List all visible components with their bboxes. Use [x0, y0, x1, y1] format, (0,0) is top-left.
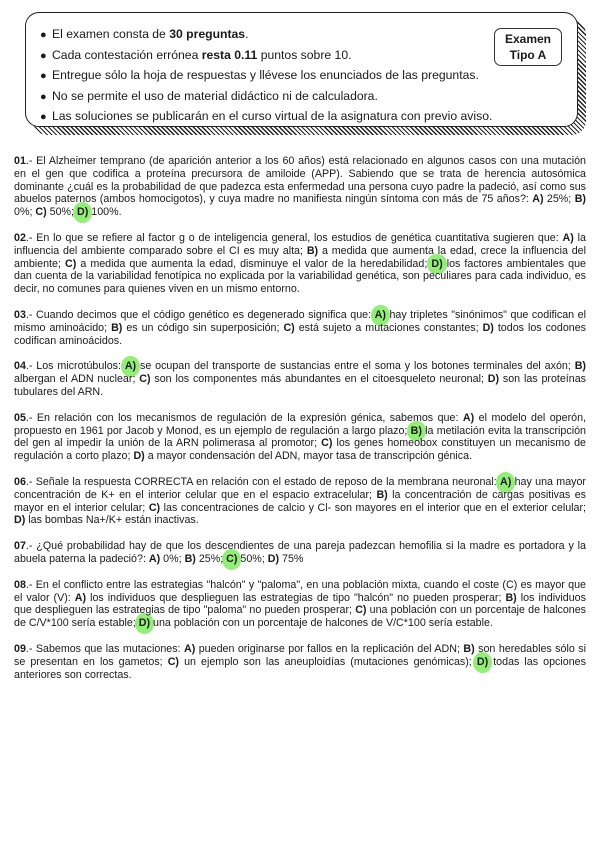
highlighted-option-label: D): [77, 206, 89, 219]
question-stem: .- Sabemos que las mutaciones:: [25, 642, 181, 655]
question-number: 05: [14, 411, 26, 424]
question-number: 09: [14, 642, 26, 655]
option-text: los individuos que desplieguen las estrategias de tipo "paloma" no pueden prosperar;: [14, 591, 586, 617]
instruction-item: ● Las soluciones se publicarán en el curso virtual de la asignatura con previo aviso.: [40, 107, 577, 128]
question-stem: .- En relación con los mecanismos de regulación de la expresión génica, sabemos que:: [25, 411, 459, 424]
option-label: D): [487, 373, 500, 386]
question-stem: .- ¿Qué probabilidad hay de que los descendientes de una pareja padezcan hemofilia si la madre es portadora y la abuela paterna la padeció?:: [14, 540, 586, 565]
option-text: una población con un porcentaje de halcones de C/V*100 sería estable;: [14, 604, 586, 630]
question-number: 07: [14, 540, 26, 553]
highlighted-option-label: B): [410, 424, 422, 437]
option-label: D): [133, 450, 145, 463]
highlighted-option-label: D): [431, 257, 443, 270]
option-label: C): [65, 257, 77, 270]
option-label: B): [184, 552, 196, 565]
option-text: pueden originarse por fallos en la replicación del ADN;: [195, 642, 460, 655]
option-text: son heredables sólo si se presentan en los gametos;: [14, 642, 586, 668]
option-label: A): [462, 411, 475, 424]
question-item: [14, 232, 586, 296]
option-text: a mayor condensación del ADN, mayor tasa de transcripción génica.: [144, 450, 473, 463]
option-label: C): [283, 321, 295, 334]
option-text: son las proteínas tubulares del ARN.: [14, 373, 586, 398]
question-number: 08: [14, 578, 26, 591]
option-text: se ocupan del transporte de sustancias entre el soma y los botones terminales del axón;: [136, 360, 571, 373]
option-label: B): [574, 360, 586, 373]
option-label: D): [267, 552, 280, 565]
option-label: A): [562, 231, 574, 244]
instruction-item: ● El examen consta de 30 preguntas.: [40, 25, 577, 46]
option-text: 0%;: [14, 206, 33, 219]
question-item: [14, 643, 586, 681]
option-label: C): [355, 604, 367, 617]
option-text: los individuos que desplieguen las estrategias de tipo "halcón" no pueden prosperar;: [86, 591, 502, 604]
option-text: las concentraciones de calcio y Cl- son mayores en el interior que en el exterior celular;: [160, 501, 586, 514]
question-item: [14, 155, 586, 219]
questions-list: [14, 155, 586, 694]
highlighted-option-label: A): [374, 308, 386, 321]
option-label: C): [35, 206, 47, 219]
highlighted-option-label: D): [138, 617, 151, 630]
option-label: B): [376, 488, 388, 501]
option-text: las bombas Na+/K+ están inactivas.: [25, 514, 199, 527]
question-item: [14, 540, 586, 566]
option-text: todas las opciones anteriores son correctas.: [14, 655, 586, 681]
option-label: B): [505, 591, 517, 604]
instruction-item: ● Entregue sólo la hoja de respuestas y llévese los enunciados de las preguntas.: [40, 66, 577, 87]
exam-type-badge: [494, 28, 562, 66]
highlighted-option-label: D): [476, 655, 489, 668]
option-text: 0%;: [160, 552, 182, 565]
option-text: los genes homeobox constituyen un mecanismo de regulación a corto plazo;: [14, 437, 586, 463]
question-number: 04: [14, 360, 26, 373]
option-label: A): [74, 591, 87, 604]
bullet-icon: ●: [40, 70, 47, 82]
question-item: [14, 412, 586, 463]
option-label: B): [306, 244, 319, 257]
bullet-icon: ●: [40, 49, 47, 62]
option-text: la influencia del ambiente comparado sobre el CI es muy alta;: [14, 231, 586, 257]
question-item: [14, 309, 586, 347]
instruction-item: ● No se permite el uso de material didáctico ni de calculadora.: [40, 87, 577, 108]
question-stem: .- En lo que se refiere al factor g o de inteligencia general, los estudios de genética cuantitativa sugieren que:: [25, 231, 559, 244]
question-stem: .- Cuando decimos que el código genético es degenerado significa que:: [25, 308, 372, 321]
option-label: A): [184, 642, 196, 655]
highlighted-option-label: A): [500, 475, 512, 488]
option-text: 25%;: [543, 193, 572, 206]
question-stem: .- Los microtúbulos:: [25, 360, 121, 373]
option-text: a medida que aumenta la edad, disminuye el valor de la heredabilidad;: [76, 257, 428, 270]
bullet-icon: ●: [40, 29, 47, 41]
option-text: un ejemplo son las aneuploidías (mutaciones genómicas);: [179, 655, 472, 668]
option-text: a medida que aumenta la edad, crece la influencia del ambiente;: [14, 244, 586, 270]
option-label: D): [14, 514, 26, 527]
question-number: 03: [14, 308, 26, 321]
question-number: 06: [14, 475, 26, 488]
option-text: el modelo del operón, propuesto en 1961 por Jacob y Monod, es un ejemplo de regulación a largo plazo;: [14, 411, 586, 437]
option-label: B): [463, 642, 475, 655]
option-text: 50%;: [46, 206, 75, 219]
option-text: 50%;: [237, 552, 265, 565]
question-stem: .- Señale la respuesta CORRECTA en relación con el estado de reposo de la membrana neuronal:: [25, 475, 497, 488]
option-label: A): [532, 193, 544, 206]
option-text: son los componentes más abundantes en el citoesqueleto neuronal;: [150, 373, 484, 386]
option-text: está sujeto a mutaciones constantes;: [294, 321, 479, 334]
question-number: 02: [14, 231, 26, 244]
question-number: 01: [14, 155, 26, 167]
bullet-icon: ●: [40, 90, 47, 103]
question-stem: .- El Alzheimer temprano (de aparición anterior a los 60 años) está relacionado en algunos casos con una mutación en el gen que codifica a proteína precursora de amiloide (APP). Sabiendo que se trata de herencia autosómica dominante ¿cuál es la probabilidad de que padezca esta enfermedad una persona cuyo padre la padeció, así como sus abuelos paternos (ambos homocigotos), y cuya madre no manifiesta ningún síntoma con más de 75 años?:: [14, 155, 586, 206]
highlighted-option-label: A): [124, 360, 137, 373]
option-text: es un código sin superposición;: [122, 321, 280, 334]
option-text: la concentración de cargas positivas es mayor en el interior celular;: [14, 488, 586, 514]
option-text: albergan el ADN nuclear;: [14, 373, 136, 386]
option-label: C): [167, 655, 179, 668]
option-text: 25%;: [195, 552, 224, 565]
option-text: hay tripletes "sinónimos" que codifican el mismo aminoácido;: [14, 308, 586, 334]
option-text: hay una mayor concentración de K+ en el interior celular que en el espacio extracelular;: [14, 475, 586, 501]
option-text: 100%.: [88, 206, 122, 219]
question-stem: .- En el conflicto entre las estrategias "halcón" y "paloma", en una población mixta, cuando el coste (C) es mayor que el valor (V):: [14, 578, 586, 604]
question-item: [14, 579, 586, 630]
question-item: [14, 360, 586, 398]
highlighted-option-label: C): [226, 552, 238, 565]
exam-type-line2: Tipo A: [509, 48, 547, 62]
option-text: una población con un porcentaje de halcones de V/C*100 sería estable.: [150, 617, 493, 630]
option-text: todos los codones codifican aminoácidos.: [14, 321, 586, 347]
bullet-icon: ●: [40, 111, 47, 123]
question-item: [14, 476, 586, 527]
option-label: C): [139, 373, 151, 386]
exam-type-line1: Examen: [504, 32, 552, 46]
option-label: A): [148, 552, 161, 565]
option-label: B): [111, 321, 123, 334]
option-text: 75%: [279, 552, 304, 565]
option-text: los factores ambientales que dan cuenta de la variabilidad fenotípica no explicada por la variabilidad genética, son peculiares para cada individuo, es decir, no comunes para quienes viven en un mismo entorno.: [14, 257, 586, 296]
option-label: C): [148, 501, 161, 514]
option-label: B): [574, 193, 586, 206]
instruction-item: ● Cada contestación errónea resta 0.11 puntos sobre 10.: [40, 46, 577, 67]
option-label: C): [321, 437, 333, 450]
option-text: la metilación evita la transcripción del gen al impedir la unión de la ARN polimerasa al promotor;: [14, 424, 586, 450]
option-label: D): [482, 321, 494, 334]
